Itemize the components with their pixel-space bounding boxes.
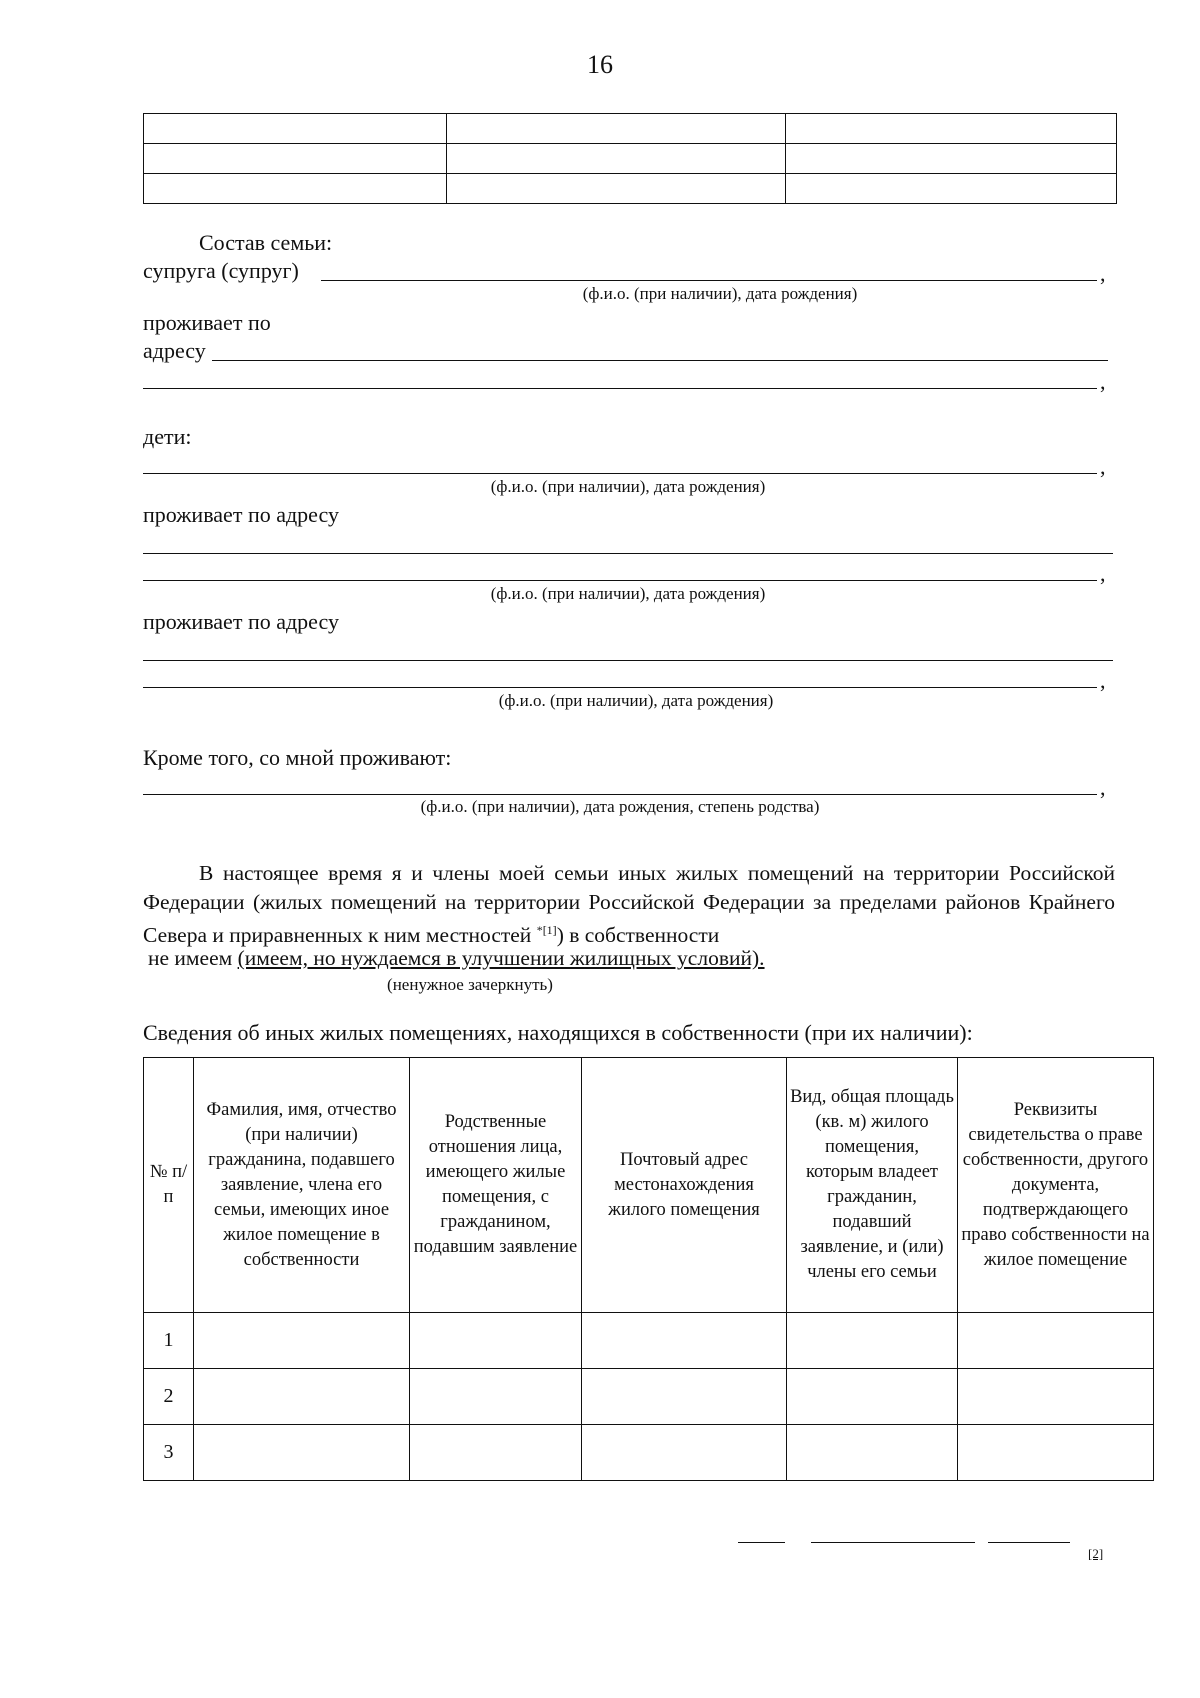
date-day-line[interactable]: [738, 1542, 785, 1543]
footnote-ref[interactable]: [2]: [1088, 1546, 1104, 1561]
table-header-row: [144, 1058, 1154, 1313]
table-row: [144, 174, 1117, 204]
family-heading: Состав семьи:: [199, 230, 333, 255]
header-fio: Фамилия, имя, отчество (при наличии) гражданина, подавшего заявление, члена его семьи, имеющих иное жилое помещение в собственности: [194, 1058, 410, 1313]
child-3-name-line[interactable]: [143, 687, 1097, 688]
also-living-line[interactable]: [143, 794, 1097, 795]
header-number: № п/п: [144, 1058, 194, 1313]
date-year-line[interactable]: [988, 1542, 1070, 1543]
table-row: [144, 144, 1117, 174]
footnote-marker[interactable]: *[1]: [536, 923, 557, 937]
table-cell[interactable]: [410, 1313, 582, 1369]
child-2-name-line[interactable]: [143, 580, 1097, 581]
header-relation: Родственные отношения лица, имеющего жилые помещения, с гражданином, подавшим заявление: [410, 1058, 582, 1313]
option-have[interactable]: (имеем, но нуждаемся в улучшении жилищных условий).: [237, 946, 765, 970]
table-row: [144, 114, 1117, 144]
table-cell[interactable]: [958, 1313, 1154, 1369]
table-cell[interactable]: [410, 1369, 582, 1425]
child-2-address-line[interactable]: [143, 660, 1113, 661]
housing-statement: В настоящее время я и члены моей семьи иных жилых помещений на территории Российской Федерации (жилых помещений на территории Российской Федерации за пределами районов Крайнего Севера и приравненных к ним местностей $^{*[1]}$) в собственности: [143, 861, 1115, 948]
table-cell[interactable]: [194, 1425, 410, 1481]
property-table-caption: Сведения об иных жилых помещениях, находящихся в собственности (при их наличии):: [143, 1020, 973, 1045]
table-cell[interactable]: [582, 1425, 787, 1481]
spouse-label: супруга (супруг): [143, 258, 299, 283]
also-living-hint: (ф.и.о. (при наличии), дата рождения, степень родства): [420, 797, 820, 816]
housing-options: [148, 944, 1048, 973]
table-row: [144, 1369, 1154, 1425]
child-1-address-line[interactable]: [143, 553, 1113, 554]
child-1-fio-hint: (ф.и.о. (при наличии), дата рождения): [490, 477, 766, 496]
strike-hint: (ненужное зачеркнуть): [387, 975, 553, 994]
row-number: 3: [144, 1425, 194, 1481]
table-cell[interactable]: [194, 1369, 410, 1425]
child-1-address-label: проживает по адресу: [143, 502, 339, 527]
date-month-line[interactable]: [811, 1542, 975, 1543]
spouse-address-label-1: проживает по: [143, 310, 271, 335]
header-area: Вид, общая площадь (кв. м) жилого помещения, которым владеет гражданин, подавший заявление, и (или) члены его семьи: [787, 1058, 958, 1313]
child-2-fio-hint: (ф.и.о. (при наличии), дата рождения): [490, 584, 766, 603]
spouse-address-line-1[interactable]: [212, 360, 1108, 361]
property-table: [143, 1057, 1154, 1481]
table-cell[interactable]: [787, 1369, 958, 1425]
header-documents: Реквизиты свидетельства о праве собственности, другого документа, подтверждающего право собственности на жилое помещение: [958, 1058, 1154, 1313]
row-number: 2: [144, 1369, 194, 1425]
top-blank-table: [143, 113, 1117, 204]
spouse-name-line[interactable]: [321, 280, 1097, 281]
also-living-label: Кроме того, со мной проживают:: [143, 745, 452, 770]
option-not-have[interactable]: не имеем: [148, 946, 233, 970]
child-3-fio-hint: (ф.и.о. (при наличии), дата рождения): [498, 691, 774, 710]
spouse-fio-hint: (ф.и.о. (при наличии), дата рождения): [582, 284, 858, 303]
row-number: 1: [144, 1313, 194, 1369]
page-number: 16: [587, 50, 613, 79]
child-2-address-label: проживает по адресу: [143, 609, 339, 634]
child-1-name-line[interactable]: [143, 473, 1097, 474]
table-cell[interactable]: [958, 1425, 1154, 1481]
spouse-address-line-2[interactable]: [143, 388, 1097, 389]
table-cell[interactable]: [787, 1425, 958, 1481]
table-cell[interactable]: [582, 1369, 787, 1425]
table-cell[interactable]: [958, 1369, 1154, 1425]
table-row: [144, 1425, 1154, 1481]
spouse-address-label-2: адресу: [143, 338, 206, 363]
table-row: [144, 1313, 1154, 1369]
table-cell[interactable]: [194, 1313, 410, 1369]
table-cell[interactable]: [582, 1313, 787, 1369]
children-label: дети:: [143, 424, 192, 449]
table-cell[interactable]: [787, 1313, 958, 1369]
table-cell[interactable]: [410, 1425, 582, 1481]
header-address: Почтовый адрес местонахождения жилого помещения: [582, 1058, 787, 1313]
